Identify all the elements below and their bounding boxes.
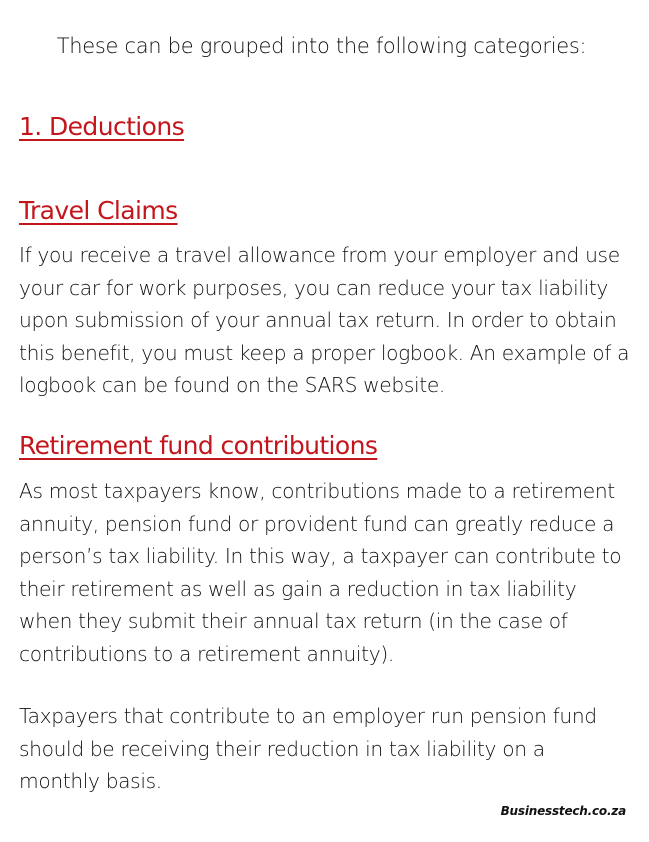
retirement-paragraph-2: Taxpayers that contribute to an employer run pension fund should be receiving their reduction in tax liability on a monthly basis.	[19, 704, 597, 794]
source-credit: Businesstech.co.za	[500, 804, 626, 818]
retirement-heading: Retirement fund contributions	[19, 431, 378, 460]
retirement-paragraph-1: As most taxpayers know, contributions made to a retirement annuity, pension fund or provident fund can greatly reduce a person’s tax liability. In this way, a taxpayer can contribute to their retirement as well as gain a reduction in tax liability when they submit their annual tax return (in the case of contributions to a retirement annuity).	[19, 479, 622, 666]
travel-claims-paragraph: If you receive a travel allowance from your employer and use your car for work purposes, you can reduce your tax liability upon submission of your annual tax return. In order to obtain this benefit, you must keep a proper logbook. An example of a logbook can be found on the SARS website.	[19, 243, 630, 398]
deductions-heading: 1. Deductions	[19, 112, 185, 141]
travel-claims-heading: Travel Claims	[19, 196, 178, 225]
intro-text: These can be grouped into the following categories:	[56, 34, 587, 58]
